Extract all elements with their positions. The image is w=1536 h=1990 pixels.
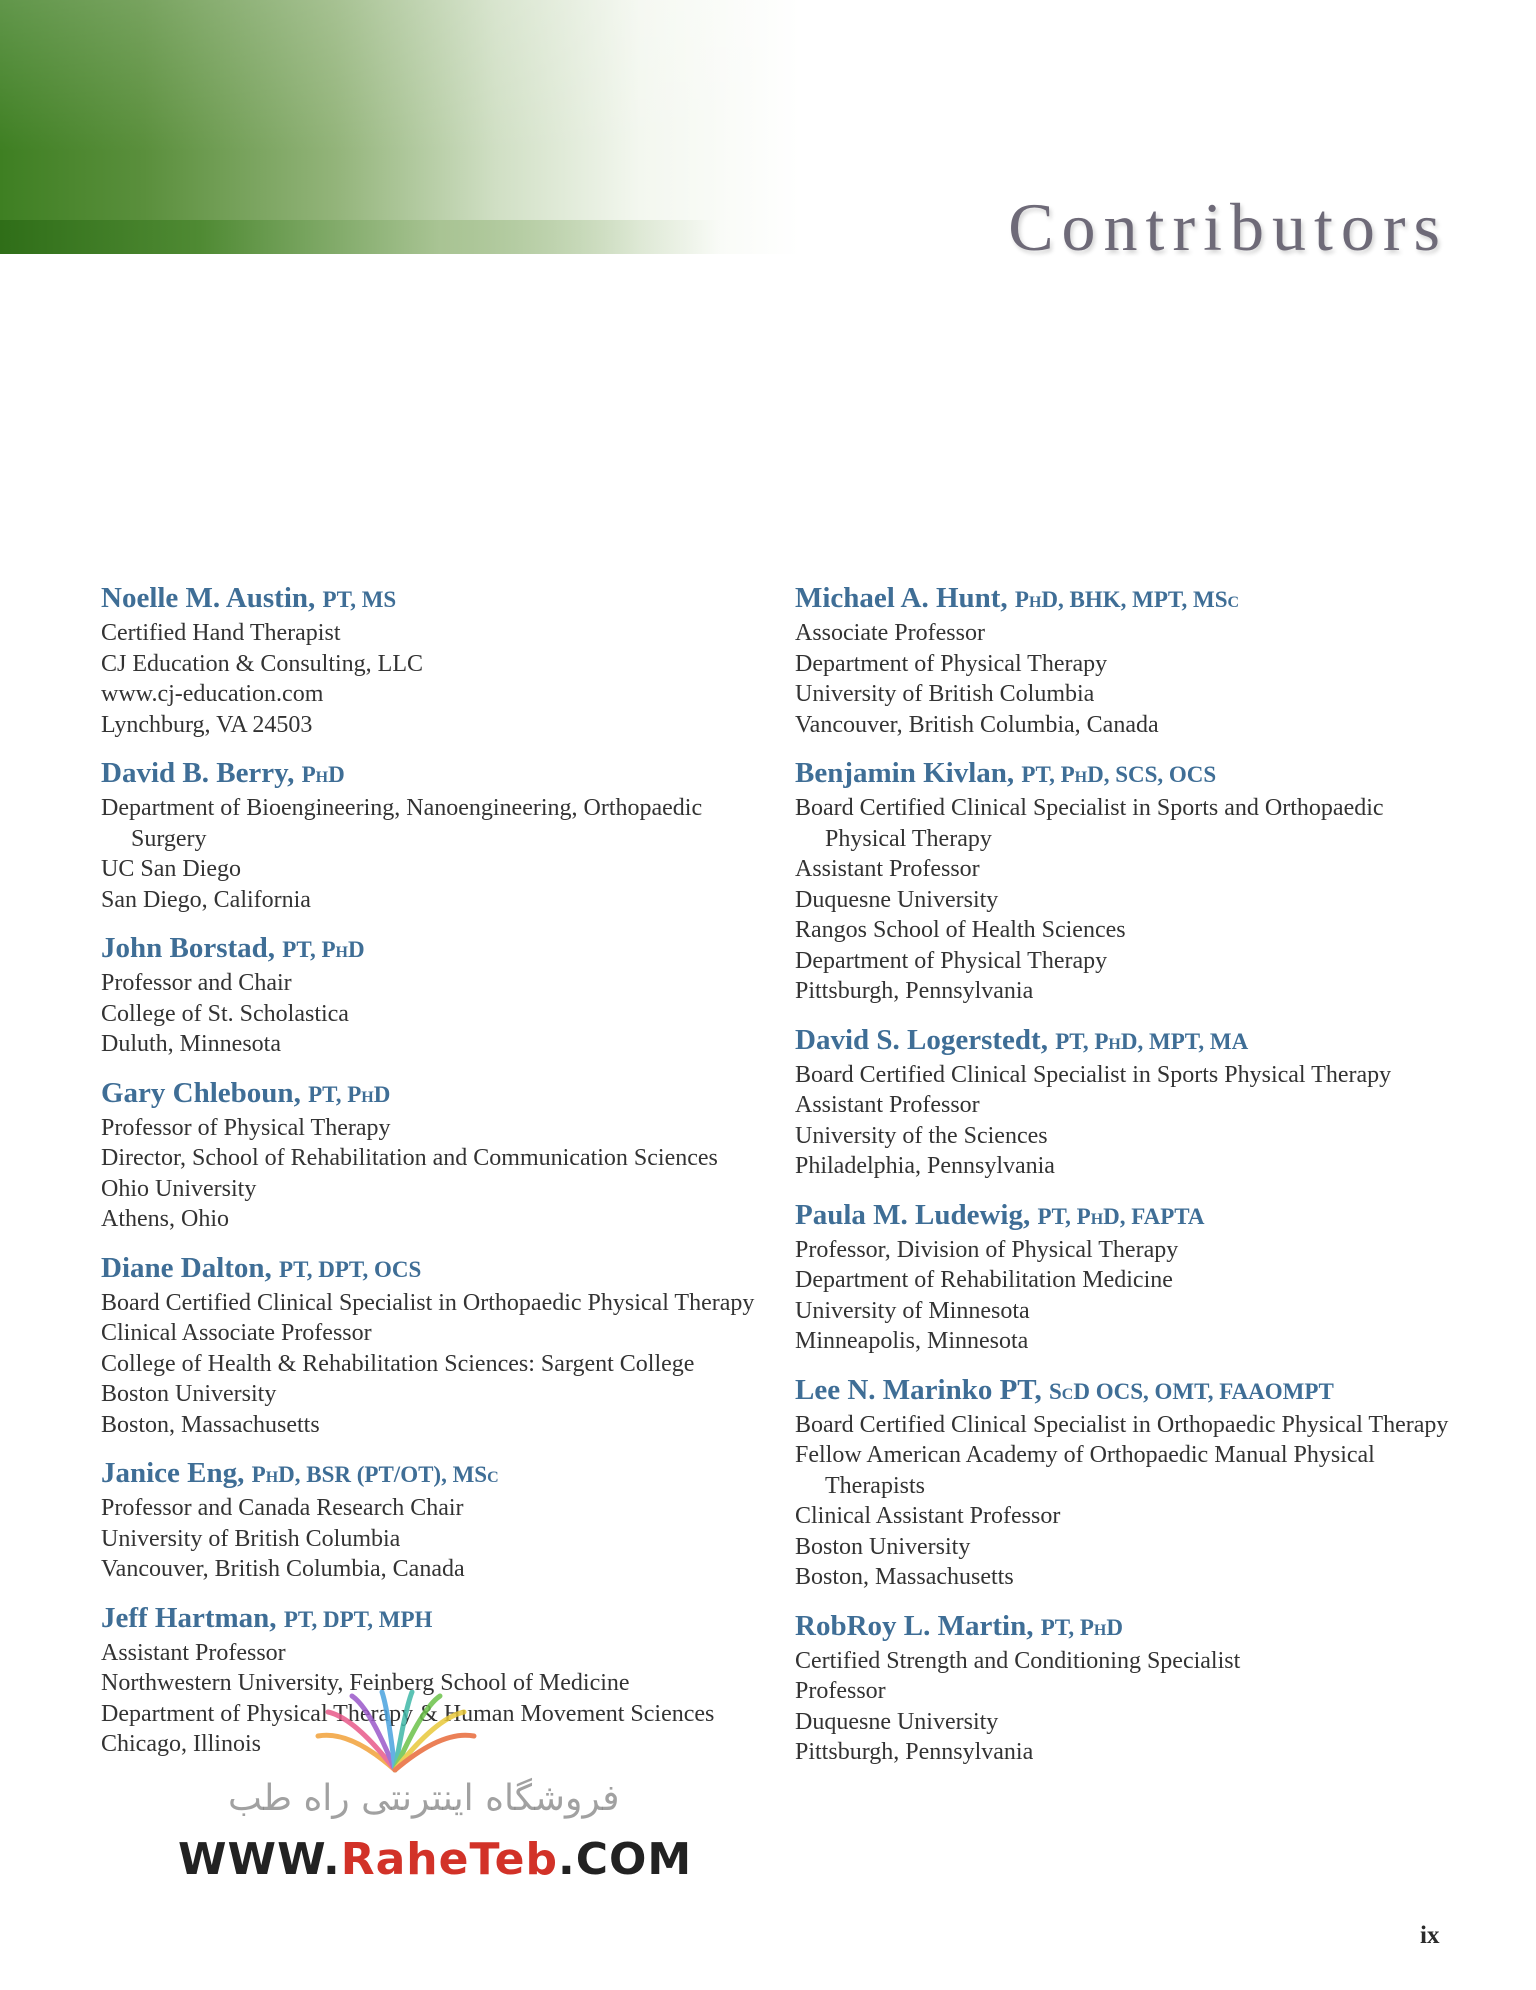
contributor-name: Paula M. Ludewig,	[795, 1198, 1031, 1231]
affiliation-line: Minneapolis, Minnesota	[795, 1328, 1029, 1354]
contributor-credentials: PT, MS	[322, 587, 397, 612]
affiliation-line: Department of Physical Therapy	[795, 947, 1108, 974]
affiliation-line: Department of Physical Therapy	[795, 650, 1108, 677]
affiliation-line: University of Minnesota	[795, 1297, 1030, 1324]
contributor-credentials: ScD OCS, OMT, FAAOMPT	[1049, 1378, 1334, 1404]
affiliation-line: Board Certified Clinical Specialist in Orthopaedic Physical Therapy	[795, 1411, 1449, 1438]
watermark-url-suffix: .COM	[557, 1834, 693, 1885]
affiliation-line: Board Certified Clinical Specialist in Sports and Orthopaedic Physical Therapy	[795, 795, 1384, 852]
affiliation-line: Director, School of Rehabilitation and Communication Sciences	[101, 1145, 718, 1171]
contributor-heading	[101, 1075, 761, 1113]
contributor-credentials: PhD	[301, 762, 345, 787]
contributor-name: David S. Logerstedt,	[795, 1023, 1048, 1056]
contributor-name: Noelle M. Austin,	[101, 582, 316, 614]
left-contributor-column	[101, 580, 761, 1775]
affiliation-line: College of St. Scholastica	[101, 1000, 349, 1027]
contributor-credentials: PT, DPT, OCS	[279, 1256, 422, 1282]
contributor-name: Janice Eng,	[101, 1457, 245, 1489]
contributor-credentials: PT, PhD, FAPTA	[1037, 1203, 1205, 1229]
page-number: ix	[1420, 1922, 1440, 1949]
affiliation-line: Boston University	[795, 1533, 971, 1560]
book-fan-logo-icon	[310, 1690, 480, 1776]
contributor-credentials: PhD, BSR (PT/OT), MSc	[251, 1462, 499, 1487]
contributor-credentials: PT, PhD, SCS, OCS	[1021, 762, 1217, 787]
affiliation-line: Professor and Canada Research Chair	[101, 1495, 464, 1521]
contributor-heading	[101, 930, 761, 968]
affiliation-line: Fellow American Academy of Orthopaedic Manual Physical Therapists	[795, 1442, 1375, 1499]
header-gradient-band	[0, 0, 800, 254]
affiliation-line: Athens, Ohio	[101, 1206, 229, 1232]
affiliation-line: Pittsburgh, Pennsylvania	[795, 978, 1034, 1004]
affiliation-line: Rangos School of Health Sciences	[795, 917, 1126, 943]
contributor-heading	[101, 1250, 761, 1288]
contributor-entry	[101, 580, 761, 740]
affiliation-line: Chicago, Illinois	[101, 1731, 261, 1757]
contributor-heading	[101, 1600, 761, 1638]
affiliation-line: University of British Columbia	[101, 1525, 401, 1552]
affiliation-line: Professor	[795, 1678, 886, 1704]
affiliation-line: Duquesne University	[795, 1708, 999, 1735]
affiliation-line: University of the Sciences	[795, 1122, 1048, 1149]
affiliation-line: Assistant Professor	[795, 856, 980, 882]
contributor-entry	[101, 930, 761, 1060]
contributor-heading	[101, 580, 761, 618]
contributor-heading	[795, 1372, 1455, 1410]
affiliation-line: Board Certified Clinical Specialist in Sports Physical Therapy	[795, 1061, 1392, 1088]
contributor-entry	[795, 1197, 1455, 1357]
affiliation-line: Clinical Associate Professor	[101, 1320, 372, 1346]
affiliation-line: University of British Columbia	[795, 681, 1095, 707]
affiliation-line: Vancouver, British Columbia, Canada	[101, 1556, 465, 1582]
affiliation-line: CJ Education & Consulting, LLC	[101, 650, 423, 677]
contributor-entry	[795, 580, 1455, 740]
affiliation-line: Vancouver, British Columbia, Canada	[795, 711, 1159, 738]
contributor-entry	[101, 1455, 761, 1585]
affiliation-line: Philadelphia, Pennsylvania	[795, 1153, 1055, 1179]
header-band-highlight	[0, 0, 800, 254]
affiliation-line: Boston University	[101, 1381, 277, 1407]
affiliation-line: Duquesne University	[795, 886, 999, 913]
affiliation-line: Professor and Chair	[101, 970, 292, 996]
contributor-heading	[795, 1022, 1455, 1060]
affiliation-line: Lynchburg, VA 24503	[101, 711, 313, 738]
affiliation-line: Department of Bioengineering, Nanoengineering, Orthopaedic Surgery	[101, 795, 703, 852]
affiliation-line: Boston, Massachusetts	[101, 1411, 320, 1438]
contributor-credentials: PT, DPT, MPH	[283, 1606, 433, 1632]
contributor-heading	[795, 1197, 1455, 1235]
contributor-heading	[101, 755, 761, 793]
contributor-heading	[795, 580, 1455, 618]
contributor-credentials: PhD, BHK, MPT, MSc	[1014, 587, 1240, 612]
contributor-entry	[795, 1372, 1455, 1593]
contributor-name: Diane Dalton,	[101, 1251, 272, 1284]
affiliation-line: Northwestern University, Feinberg School of Medicine	[101, 1670, 630, 1696]
contributor-name: Benjamin Kivlan,	[795, 757, 1015, 789]
contributor-entry	[101, 1075, 761, 1235]
contributor-name: David B. Berry,	[101, 757, 295, 789]
watermark-url-prefix: WWW.	[178, 1834, 341, 1885]
affiliation-line: Professor of Physical Therapy	[101, 1114, 391, 1141]
affiliation-line: UC San Diego	[101, 856, 241, 882]
contributor-heading	[795, 755, 1455, 793]
contributor-name: Gary Chleboun,	[101, 1076, 301, 1109]
watermark-url	[178, 1834, 692, 1885]
contributor-name: Lee N. Marinko PT,	[795, 1373, 1042, 1406]
affiliation-line: Certified Hand Therapist	[101, 620, 341, 646]
affiliation-line: www.cj-education.com	[101, 681, 324, 707]
contributor-name: John Borstad,	[101, 932, 276, 964]
page-title: Contributors	[1008, 189, 1448, 265]
affiliation-line: Professor, Division of Physical Therapy	[795, 1236, 1179, 1263]
contributor-name: Jeff Hartman,	[101, 1601, 277, 1634]
contributor-credentials: PT, PhD, MPT, MA	[1055, 1028, 1249, 1054]
affiliation-line: Department of Physical Therapy & Human Movement Sciences	[101, 1700, 715, 1727]
affiliation-line: Assistant Professor	[101, 1639, 286, 1666]
watermark-url-brand: RaheTeb	[340, 1834, 558, 1885]
contributor-heading	[101, 1455, 761, 1493]
contributor-credentials: PT, PhD	[1040, 1614, 1123, 1640]
contributor-credentials: PT, PhD	[308, 1081, 391, 1107]
contributor-entry	[795, 1022, 1455, 1182]
contributor-entry	[795, 755, 1455, 1007]
affiliation-line: Clinical Assistant Professor	[795, 1503, 1061, 1529]
contributor-name: Michael A. Hunt,	[795, 582, 1008, 614]
affiliation-line: Assistant Professor	[795, 1092, 980, 1118]
right-contributor-column	[795, 580, 1455, 1783]
contributor-heading	[795, 1608, 1455, 1646]
contributor-entry	[795, 1608, 1455, 1768]
watermark-persian-text: فروشگاه اینترنتی راه طب	[228, 1778, 620, 1819]
affiliation-line: Certified Strength and Conditioning Specialist	[795, 1647, 1241, 1674]
contributor-name: RobRoy L. Martin,	[795, 1609, 1034, 1642]
contributor-entry	[101, 755, 761, 915]
affiliation-line: Pittsburgh, Pennsylvania	[795, 1739, 1034, 1765]
contributor-credentials: PT, PhD	[282, 937, 365, 962]
affiliation-line: College of Health & Rehabilitation Sciences: Sargent College	[101, 1350, 695, 1377]
contributor-entry	[101, 1250, 761, 1441]
affiliation-line: Ohio University	[101, 1175, 257, 1202]
affiliation-line: Department of Rehabilitation Medicine	[795, 1267, 1173, 1293]
affiliation-line: Duluth, Minnesota	[101, 1031, 281, 1057]
affiliation-line: Boston, Massachusetts	[795, 1564, 1014, 1590]
affiliation-line: Board Certified Clinical Specialist in Orthopaedic Physical Therapy	[101, 1289, 755, 1316]
affiliation-line: Associate Professor	[795, 620, 985, 646]
affiliation-line: San Diego, California	[101, 886, 311, 913]
